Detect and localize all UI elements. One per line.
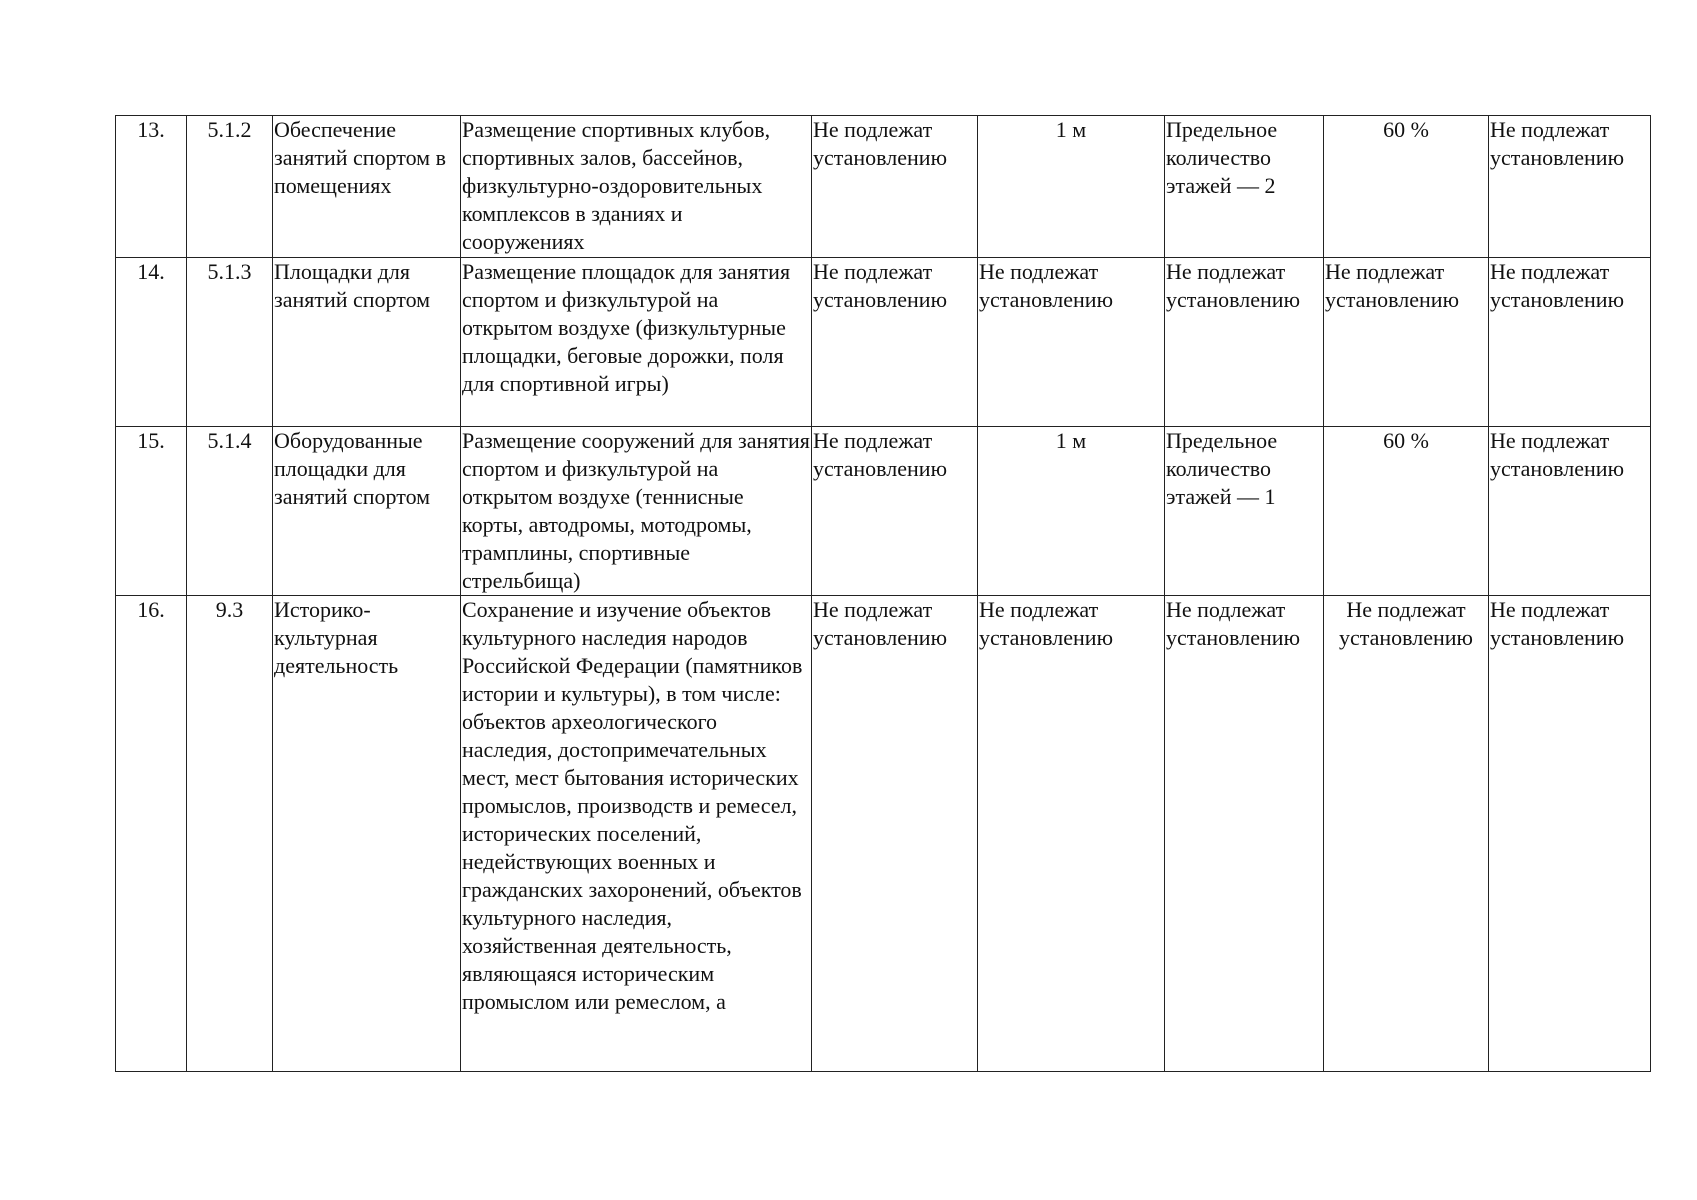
land-use-table	[115, 115, 1651, 1072]
param-cell: Не подлежат установлению	[812, 596, 978, 1072]
row-number: 14.	[116, 258, 187, 427]
use-code: 9.3	[187, 596, 273, 1072]
param-cell: Не подлежат установлению	[1489, 116, 1651, 258]
param-cell: Не подлежат установлению	[1489, 258, 1651, 427]
param-cell: Не подлежат установлению	[1324, 596, 1489, 1072]
use-code: 5.1.4	[187, 427, 273, 596]
row-number: 13.	[116, 116, 187, 258]
param-cell: Не подлежат установлению	[1165, 596, 1324, 1072]
table-row	[116, 116, 1651, 258]
table-row	[116, 258, 1651, 427]
row-number: 15.	[116, 427, 187, 596]
use-name: Обеспечение занятий спортом в помещениях	[273, 116, 461, 258]
param-cell: Не подлежат установлению	[1324, 258, 1489, 427]
param-cell: Не подлежат установлению	[1489, 596, 1651, 1072]
table-row	[116, 427, 1651, 596]
use-code: 5.1.2	[187, 116, 273, 258]
param-cell: Не подлежат установлению	[1489, 427, 1651, 596]
use-code: 5.1.3	[187, 258, 273, 427]
use-description: Размещение площадок для занятия спортом и физкультурой на открытом воздухе (физкультурные площадки, беговые дорожки, поля для спортивной игры)	[461, 258, 812, 427]
row-number: 16.	[116, 596, 187, 1072]
param-cell: Не подлежат установлению	[978, 596, 1165, 1072]
param-cell: Предельное количество этажей — 2	[1165, 116, 1324, 258]
param-cell: Не подлежат установлению	[812, 427, 978, 596]
param-cell: Не подлежат установлению	[812, 116, 978, 258]
param-cell: Не подлежат установлению	[978, 258, 1165, 427]
param-cell: 60 %	[1324, 427, 1489, 596]
param-cell: 1 м	[978, 427, 1165, 596]
use-description: Сохранение и изучение объектов культурного наследия народов Российской Федерации (памятников истории и культуры), в том числе: объектов археологического наследия, достопримечательных мест, мест бытования исторических промыслов, производств и ремесел, исторических поселений, недействующих военных и гражданских захоронений, объектов культурного наследия, хозяйственная деятельность, являющаяся историческим промыслом или ремеслом, а	[461, 596, 812, 1072]
param-cell: Не подлежат установлению	[1165, 258, 1324, 427]
param-cell: Не подлежат установлению	[812, 258, 978, 427]
param-cell: Предельное количество этажей — 1	[1165, 427, 1324, 596]
use-name: Оборудованные площадки для занятий спортом	[273, 427, 461, 596]
use-description: Размещение спортивных клубов, спортивных залов, бассейнов, физкультурно-оздоровительных комплексов в зданиях и сооружениях	[461, 116, 812, 258]
use-name: Площадки для занятий спортом	[273, 258, 461, 427]
use-name: Историко-культурная деятельность	[273, 596, 461, 1072]
table-row	[116, 596, 1651, 1072]
param-cell: 60 %	[1324, 116, 1489, 258]
param-cell: 1 м	[978, 116, 1165, 258]
use-description: Размещение сооружений для занятия спортом и физкультурой на открытом воздухе (теннисные корты, автодромы, мотодромы, трамплины, спортивные стрельбища)	[461, 427, 812, 596]
